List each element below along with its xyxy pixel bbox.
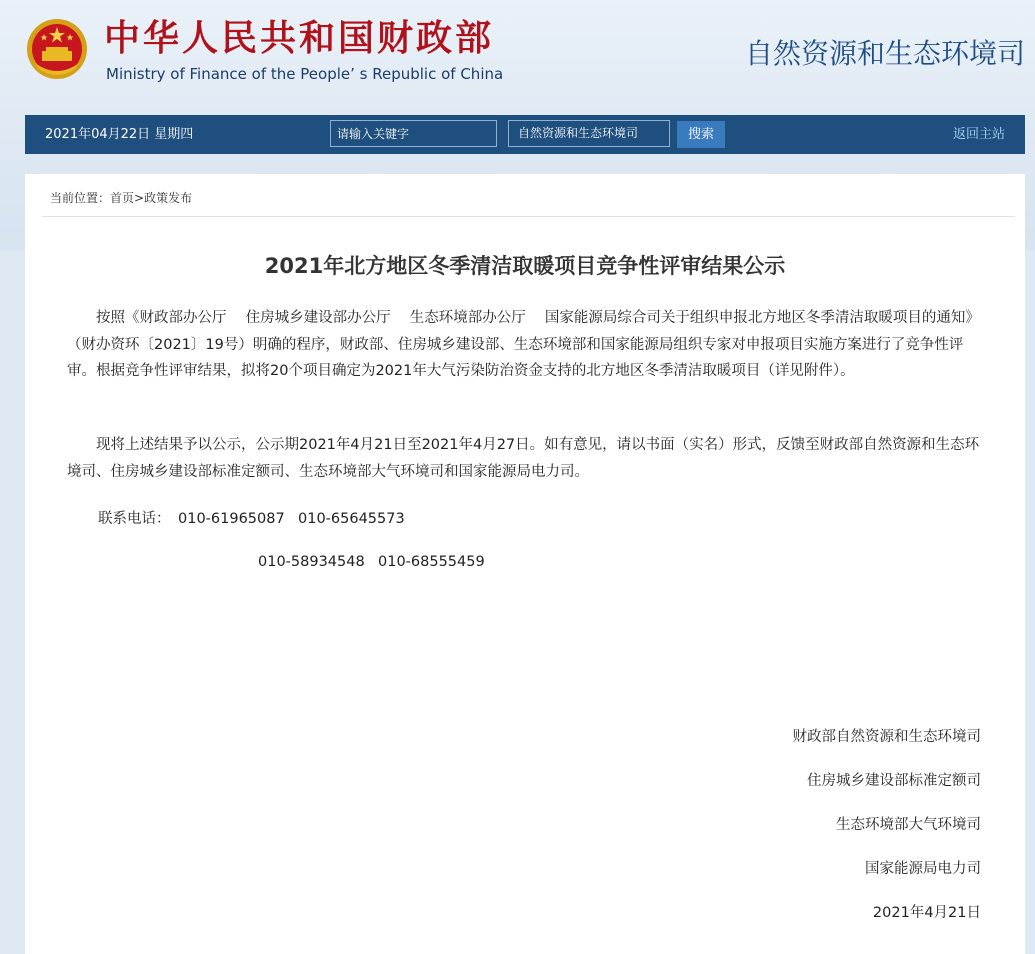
search-button[interactable]: 搜索 bbox=[677, 121, 725, 148]
article-container bbox=[25, 174, 1025, 954]
phone-number: 010-68555459 bbox=[378, 554, 485, 570]
search-scope-select[interactable]: 自然资源和生态环境司 bbox=[508, 120, 670, 147]
signature-line: 住房城乡建设部标准定额司 bbox=[807, 773, 981, 789]
breadcrumb bbox=[50, 190, 192, 206]
phone-number: 010-61965087 bbox=[178, 511, 285, 527]
article-paragraph-2: 现将上述结果予以公示，公示期2021年4月21日至2021年4月27日。如有意见，请以书面（实名）形式，反馈至财政部自然资源和生态环境司、住房城乡建设部标准定额司、生态环境部大气环境司和国家能源局电力司。 bbox=[67, 437, 980, 480]
breadcrumb-current-link[interactable]: 政策发布 bbox=[144, 191, 193, 205]
phone-number: 010-65645573 bbox=[298, 511, 405, 527]
breadcrumb-separator: > bbox=[134, 191, 145, 205]
signature-date: 2021年4月21日 bbox=[872, 905, 981, 921]
phone-number: 010-58934548 bbox=[258, 554, 365, 570]
national-emblem-icon[interactable] bbox=[25, 17, 89, 81]
breadcrumb-prefix: 当前位置： bbox=[50, 191, 111, 205]
search-input[interactable] bbox=[330, 120, 497, 147]
return-home-link[interactable]: 返回主站 bbox=[952, 127, 1005, 142]
signature-line: 生态环境部大气环境司 bbox=[836, 817, 981, 833]
article-title: 2021年北方地区冬季清洁取暖项目竞争性评审结果公示 bbox=[264, 254, 786, 278]
current-date: 2021年04月22日 星期四 bbox=[45, 127, 194, 142]
ministry-name-cn: 中华人民共和国财政部 bbox=[104, 18, 495, 59]
department-title: 自然资源和生态环境司 bbox=[744, 37, 1025, 70]
breadcrumb-home-link[interactable]: 首页 bbox=[110, 191, 135, 205]
breadcrumb-divider bbox=[42, 216, 1015, 217]
article-paragraph-1: 按照《财政部办公厅 住房城乡建设部办公厅 生态环境部办公厅 国家能源局综合司关于组织申报北方地区冬季清洁取暖项目的通知》（财办资环〔2021〕19号）明确的程序，财政部、住房城乡建设部、生态环境部和国家能源局组织专家对申报项目实施方案进行了竞争性评审。根据竞争性评审结果，拟将20个项目确定为2021年大气污染防治资金支持的北方地区冬季清洁取暖项目（详见附件）。 bbox=[67, 310, 980, 379]
top-navbar bbox=[25, 115, 1025, 154]
ministry-name-en: Ministry of Finance of the People’ s Republic of China bbox=[106, 65, 504, 83]
phone-label: 联系电话： bbox=[98, 511, 171, 527]
site-header bbox=[0, 0, 1035, 110]
signature-line: 财政部自然资源和生态环境司 bbox=[792, 729, 981, 745]
signature-line: 国家能源局电力司 bbox=[865, 861, 981, 877]
